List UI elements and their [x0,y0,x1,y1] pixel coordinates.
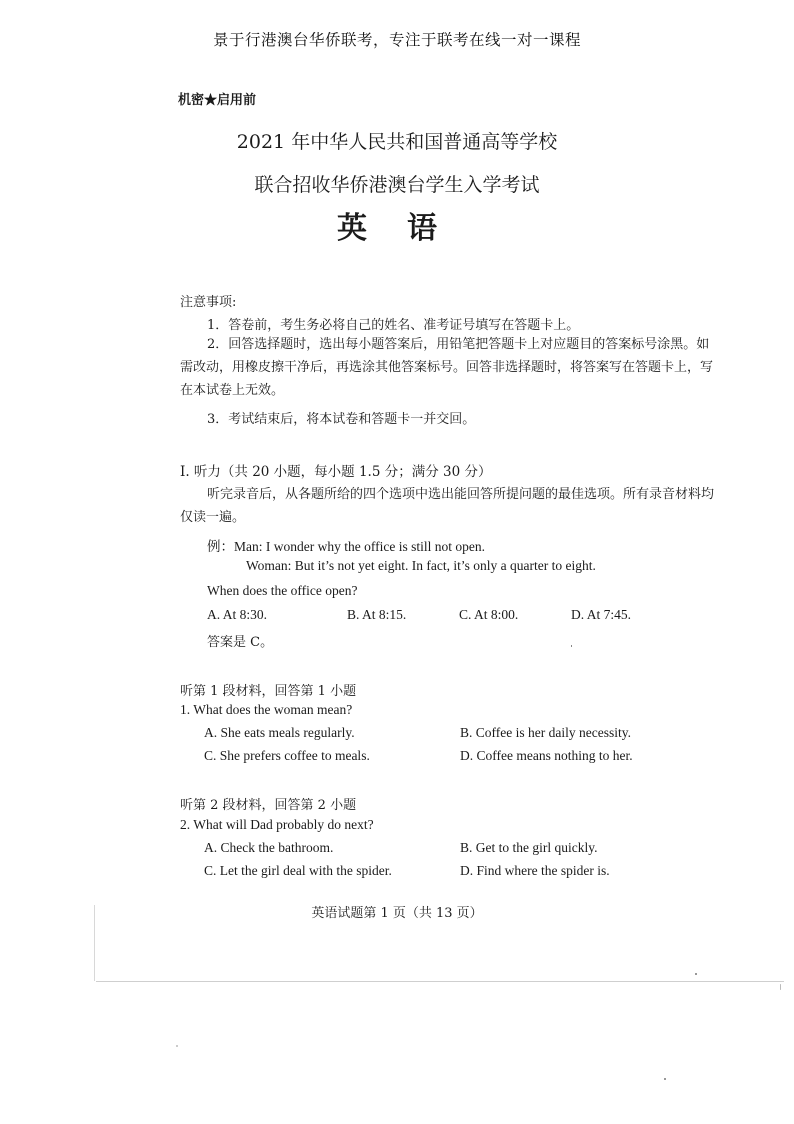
section-instructions: 听完录音后，从各题所给的四个选项中选出能回答所提问题的最佳选项。所有录音材料均仅读一遍。 [180,487,715,525]
example-option-b: B. At 8:15. [347,607,407,622]
question-1-option-b: B. Coffee is her daily necessity. [460,725,631,740]
exam-title-line-1: 2021 年中华人民共和国普通高等学校 [236,131,558,153]
scan-speck [571,645,572,647]
question-2-option-a: A. Check the bathroom. [204,840,334,855]
example-option-a: A. At 8:30. [207,607,268,622]
question-2-option-c: C. Let the girl deal with the spider. [204,863,392,878]
example-question: When does the office open? [207,583,358,598]
section-heading-listening: I. 听力（共 20 小题，每小题 1.5 分；满分 30 分） [180,464,492,480]
example-option-c: C. At 8:00. [459,607,519,622]
question-1-stem: 1. What does the woman mean? [180,702,353,717]
subject-title: 英语 [337,211,477,246]
scan-speck [664,1078,666,1080]
question-1-option-c: C. She prefers coffee to meals. [204,748,370,763]
notice-item-3: 3．考试结束后，将本试卷和答题卡一并交回。 [207,412,476,427]
question-2-option-d: D. Find where the spider is. [460,863,610,878]
scan-edge-horizontal [96,981,784,982]
example-line-1: 例：Man: I wonder why the office is still not open. [207,539,485,554]
example-option-d: D. At 7:45. [571,607,632,622]
promo-banner: 景于行港澳台华侨联考，专注于联考在线一对一课程 [212,31,581,49]
question-1-option-a: A. She eats meals regularly. [204,725,355,740]
question-1-option-d: D. Coffee means nothing to her. [460,748,633,763]
question-2-option-b: B. Get to the girl quickly. [460,840,598,855]
question-2-intro: 听第 2 段材料，回答第 2 小题 [180,798,357,813]
scan-edge-vertical [94,905,95,981]
scan-speck [176,1045,178,1047]
scan-speck [695,973,697,975]
page-footer: 英语试题第 1 页（共 13 页） [311,906,483,921]
confidential-label: 机密★启用前 [178,93,257,108]
question-1-intro: 听第 1 段材料，回答第 1 小题 [180,684,357,699]
example-answer: 答案是 C。 [207,635,274,650]
scan-speck [780,984,781,990]
question-2-stem: 2. What will Dad probably do next? [180,817,374,832]
example-line-2: Woman: But it’s not yet eight. In fact, it’s only a quarter to eight. [246,558,596,573]
notice-item-2: 2．回答选择题时，选出每小题答案后，用铅笔把答题卡上对应题目的答案标号涂黑。如需改动，用橡皮擦干净后，再选涂其他答案标号。回答非选择题时，将答案写在答题卡上，写在本试卷上无效。 [180,337,714,398]
exam-title-line-2: 联合招收华侨港澳台学生入学考试 [254,174,540,196]
notice-item-1: 1．答卷前，考生务必将自己的姓名、准考证号填写在答题卡上。 [207,318,580,333]
notice-heading: 注意事项: [180,295,237,310]
